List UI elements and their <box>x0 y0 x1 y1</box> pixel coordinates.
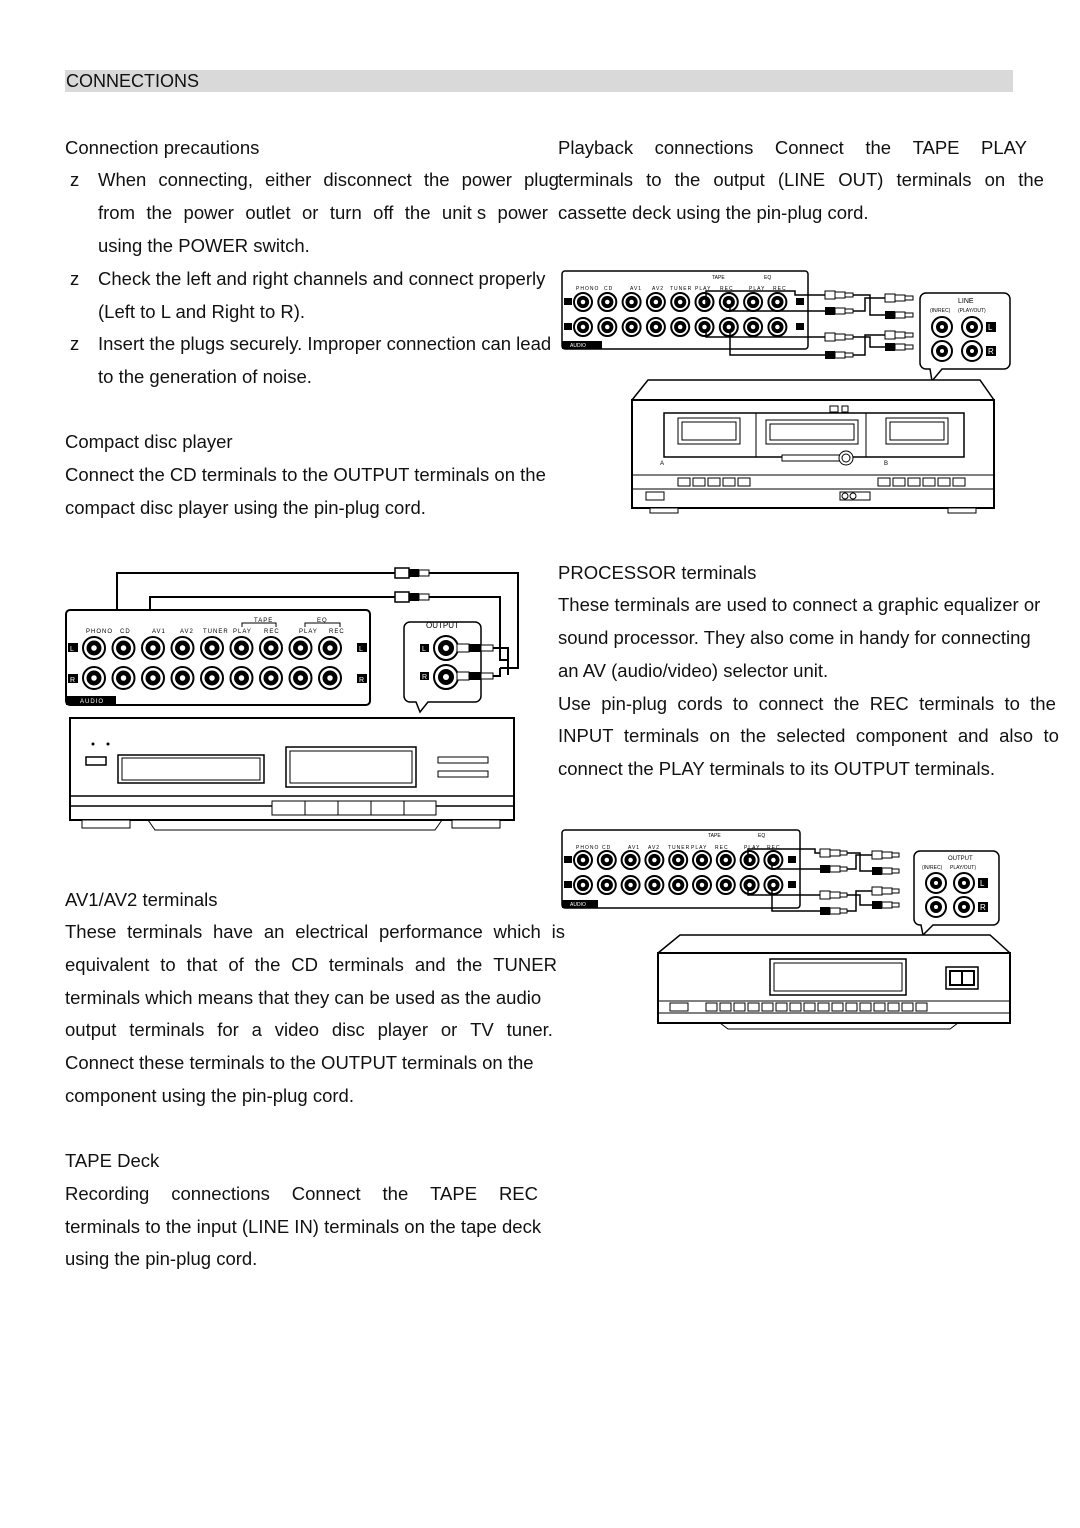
word: OUT) <box>838 169 884 190</box>
device-button <box>846 1003 857 1011</box>
av-line3: terminals which means that they can be used as the audio <box>65 987 542 1008</box>
eq-playout-label: PLAY/OUT) <box>950 865 977 871</box>
rca-jack <box>764 876 782 894</box>
word: performance <box>378 921 483 942</box>
word: disconnect <box>323 169 412 190</box>
rca-jack <box>623 293 641 311</box>
device-button <box>878 478 890 486</box>
word: the <box>740 725 767 746</box>
device-button <box>720 1003 731 1011</box>
cd-r-label: R <box>422 674 428 681</box>
word: REC <box>498 1183 538 1204</box>
section-title: CONNECTIONS <box>66 71 200 91</box>
panel-label: REC <box>720 286 734 292</box>
word: power <box>497 202 548 223</box>
word: turn <box>329 202 362 223</box>
word: connect <box>758 693 824 714</box>
processor-line5 <box>558 719 1059 752</box>
word: which <box>493 921 541 942</box>
panel-label: REC <box>773 286 787 292</box>
bullet1-line2 <box>98 196 548 229</box>
cable-plug <box>820 849 847 857</box>
output-jack <box>926 873 946 893</box>
rca-jack <box>319 667 341 689</box>
word: on <box>709 725 730 746</box>
panel-tape-label: TAPE <box>712 275 725 281</box>
tape-line-label: LINE <box>958 298 974 305</box>
rca-jack <box>671 318 689 336</box>
device-button <box>916 1003 927 1011</box>
panel-label: PHONO <box>576 286 600 292</box>
panel-l-label: L <box>359 646 363 653</box>
word: that <box>186 954 218 975</box>
rca-jack <box>142 637 164 659</box>
line-jack <box>932 317 952 337</box>
word: have <box>212 921 254 942</box>
playback-line1 <box>558 131 1027 164</box>
word: to <box>1004 693 1020 714</box>
device-button <box>953 478 965 486</box>
rca-jack <box>669 851 687 869</box>
word: CD <box>291 954 318 975</box>
rca-jack <box>645 851 663 869</box>
word: the <box>456 954 483 975</box>
panel-label: REC <box>264 629 280 635</box>
output-jack <box>954 873 974 893</box>
word: terminals <box>558 169 634 190</box>
panel-r-label: R <box>70 677 76 684</box>
panel-label: PLAY <box>695 286 712 292</box>
rca-jack <box>622 851 640 869</box>
panel-label: PLAY <box>299 629 318 635</box>
word: player <box>377 1019 428 1040</box>
panel-label: PLAY <box>691 845 708 851</box>
panel-label: PLAY <box>749 286 766 292</box>
output-jack <box>434 636 458 660</box>
tape-line1 <box>65 1177 538 1210</box>
cable-plug <box>820 907 847 915</box>
word: power <box>183 202 234 223</box>
device-button <box>706 1003 717 1011</box>
cable-plug <box>885 343 913 351</box>
word: connections <box>654 137 754 158</box>
word: also <box>999 725 1034 746</box>
word: the <box>1030 693 1056 714</box>
device-button <box>923 478 935 486</box>
word: disc <box>331 1019 365 1040</box>
av-line4 <box>65 1013 553 1046</box>
device-button <box>818 1003 829 1011</box>
device-button <box>748 1003 759 1011</box>
processor-line4 <box>558 687 1056 720</box>
device-button <box>893 478 905 486</box>
panel-label: PHONO <box>576 845 600 851</box>
bullet3-line1: Insert the plugs securely. Improper connection can lead <box>98 333 552 354</box>
cable-plug <box>872 867 899 875</box>
av-line1 <box>65 915 565 948</box>
panel-tape-label: TAPE <box>708 833 721 839</box>
word: the <box>404 202 431 223</box>
device-button <box>762 1003 773 1011</box>
word: INPUT <box>558 725 614 746</box>
word: tuner. <box>506 1019 553 1040</box>
rca-jack <box>231 637 253 659</box>
word: the <box>146 202 173 223</box>
rca-jack <box>744 293 762 311</box>
word: TUNER <box>493 954 557 975</box>
word: or <box>440 1019 458 1040</box>
rca-jack <box>720 293 738 311</box>
panel-label: CD <box>602 845 612 851</box>
cable-plug <box>872 887 899 895</box>
word: terminals <box>129 1019 205 1040</box>
rca-jack <box>574 293 592 311</box>
processor-line6: connect the PLAY terminals to its OUTPUT terminals. <box>558 758 995 779</box>
rca-jack <box>696 293 714 311</box>
word: outlet <box>245 202 291 223</box>
tape-l-label: L <box>988 323 993 332</box>
word: These <box>65 921 117 942</box>
precautions-title: Connection precautions <box>65 137 260 158</box>
rca-jack <box>113 667 135 689</box>
rca-jack <box>113 637 135 659</box>
word: an <box>263 921 285 942</box>
word: unit s <box>441 202 487 223</box>
cable-plug <box>825 333 853 341</box>
eq-inrec-label: (IN/REC) <box>922 865 943 871</box>
word: Recording <box>65 1183 150 1204</box>
panel-label: TUNER <box>203 629 229 635</box>
playback-line3: cassette deck using the pin-plug cord. <box>558 202 869 223</box>
panel-label: AV1 <box>628 845 641 851</box>
device-button <box>902 1003 913 1011</box>
rca-jack <box>622 876 640 894</box>
word: cords <box>677 693 723 714</box>
word: electrical <box>295 921 369 942</box>
device-button <box>860 1003 871 1011</box>
word: TV <box>470 1019 494 1040</box>
line-jack <box>962 341 982 361</box>
device-button <box>804 1003 815 1011</box>
word: to <box>160 954 176 975</box>
word: output <box>65 1019 117 1040</box>
rca-jack <box>720 318 738 336</box>
word: for <box>217 1019 239 1040</box>
line-jack <box>962 317 982 337</box>
rca-jack <box>693 851 711 869</box>
rca-jack <box>172 667 194 689</box>
processor-title: PROCESSOR terminals <box>558 562 757 583</box>
rca-jack <box>741 851 759 869</box>
device-button <box>678 478 690 486</box>
processor-line2: sound processor. They also come in handy for connecting <box>558 627 1031 648</box>
word: the <box>674 169 701 190</box>
rca-jack <box>623 318 641 336</box>
cable-plug <box>885 331 913 339</box>
cd-line2: compact disc player using the pin-plug cord. <box>65 497 426 518</box>
word: (LINE <box>777 169 826 190</box>
tape-line3: using the pin-plug cord. <box>65 1248 258 1269</box>
word: equivalent <box>65 954 150 975</box>
panel-label: CD <box>120 629 131 635</box>
section-header <box>65 70 1013 92</box>
word: the <box>865 137 892 158</box>
cable-plug <box>395 568 438 578</box>
rca-jack <box>598 318 616 336</box>
device-button <box>832 1003 843 1011</box>
rca-jack <box>319 637 341 659</box>
deck-a-label: A <box>660 461 665 467</box>
panel-label: AV2 <box>180 629 194 635</box>
rca-jack <box>574 318 592 336</box>
rca-jack <box>696 318 714 336</box>
word: output <box>713 169 765 190</box>
rca-jack <box>693 876 711 894</box>
bullet2-line2: (Left to L and Right to R). <box>98 301 306 322</box>
cable-plug <box>872 901 899 909</box>
word: the <box>1018 169 1044 190</box>
tape-title: TAPE Deck <box>65 1150 160 1171</box>
device-button <box>938 478 950 486</box>
rca-jack <box>768 318 786 336</box>
word: to <box>646 169 662 190</box>
tape-playout-label: (PLAY/OUT) <box>958 308 986 314</box>
word: Use <box>558 693 591 714</box>
rca-jack <box>744 318 762 336</box>
word: PLAY <box>981 137 1027 158</box>
panel-eq-label: EQ <box>317 618 328 624</box>
cable-plug <box>825 307 853 315</box>
panel-label: PLAY <box>744 845 761 851</box>
rca-jack <box>598 851 616 869</box>
device-button <box>888 1003 899 1011</box>
av-title: AV1/AV2 terminals <box>65 889 218 910</box>
panel-l-label: L <box>70 646 74 653</box>
word: Connect <box>291 1183 361 1204</box>
rca-jack <box>647 318 665 336</box>
tape-r-label: R <box>988 347 994 356</box>
cd-l-label: L <box>422 646 426 653</box>
cable-plug <box>885 294 913 302</box>
cable-plug <box>872 851 899 859</box>
word: connecting, <box>158 169 253 190</box>
word: off <box>373 202 394 223</box>
av-line5: Connect these terminals to the OUTPUT terminals on the <box>65 1052 534 1073</box>
word: pin-plug <box>601 693 668 714</box>
word: from <box>98 202 135 223</box>
word: terminals <box>623 725 699 746</box>
rca-jack <box>172 637 194 659</box>
panel-tape-label: TAPE <box>254 618 274 624</box>
av-line6: component using the pin-plug cord. <box>65 1085 354 1106</box>
rca-jack <box>83 667 105 689</box>
processor-connection-diagram <box>560 825 1020 1035</box>
output-jack <box>926 897 946 917</box>
line-jack <box>932 341 952 361</box>
word: Connect <box>774 137 844 158</box>
rca-jack <box>741 876 759 894</box>
panel-eq-label: EQ <box>758 833 766 839</box>
cable-plug <box>825 351 853 359</box>
word: and <box>414 954 446 975</box>
word: and <box>957 725 989 746</box>
playback-line2 <box>558 163 1044 196</box>
panel-label: AV1 <box>152 629 166 635</box>
rca-jack <box>260 667 282 689</box>
rca-jack <box>574 876 592 894</box>
panel-audio-label: AUDIO <box>80 699 105 705</box>
cd-connection-diagram <box>60 560 530 840</box>
rca-jack <box>764 851 782 869</box>
word: to <box>1043 725 1059 746</box>
device-button <box>874 1003 885 1011</box>
rca-jack <box>142 667 164 689</box>
rca-jack <box>83 637 105 659</box>
word: plug <box>523 169 559 190</box>
tape-inrec-label: (IN/REC) <box>930 308 951 314</box>
rca-jack <box>598 293 616 311</box>
panel-label: PLAY <box>233 629 252 635</box>
word: either <box>265 169 312 190</box>
device-button <box>734 1003 745 1011</box>
cable-plug <box>395 592 438 602</box>
rca-jack <box>717 876 735 894</box>
word: connections <box>171 1183 270 1204</box>
word: the <box>833 693 860 714</box>
word: of <box>228 954 244 975</box>
bullet2-line1: Check the left and right channels and connect properly <box>98 268 546 289</box>
panel-audio-label: AUDIO <box>570 343 586 349</box>
word: the <box>254 954 281 975</box>
cable-plug <box>825 291 853 299</box>
panel-label: PHONO <box>86 629 114 635</box>
panel-label: TUNER <box>670 286 693 292</box>
panel-label: AV1 <box>630 286 643 292</box>
panel-label: AV2 <box>648 845 661 851</box>
cd-title: Compact disc player <box>65 431 233 452</box>
word: Playback <box>558 137 634 158</box>
bullet-glyph: z <box>70 333 80 354</box>
word: REC <box>869 693 909 714</box>
device-button <box>738 478 750 486</box>
processor-line1: These terminals are used to connect a graphic equalizer or <box>558 594 1041 615</box>
bullet-glyph: z <box>70 169 80 190</box>
panel-label: TUNER <box>668 845 691 851</box>
word: selected <box>776 725 846 746</box>
panel-r-label: R <box>359 677 365 684</box>
word: is <box>551 921 565 942</box>
processor-line3: an AV (audio/video) selector unit. <box>558 660 829 681</box>
rca-jack <box>260 637 282 659</box>
panel-audio-label: AUDIO <box>570 902 586 908</box>
deck-b-label: B <box>884 461 889 467</box>
word: a <box>251 1019 262 1040</box>
rca-jack <box>201 637 223 659</box>
cd-line1: Connect the CD terminals to the OUTPUT terminals on the <box>65 464 546 485</box>
rca-jack <box>201 667 223 689</box>
eq-output-label: OUTPUT <box>948 856 973 862</box>
panel-label: REC <box>329 629 345 635</box>
cable-plug <box>885 311 913 319</box>
word: component <box>855 725 948 746</box>
word: the <box>423 169 450 190</box>
panel-label: REC <box>715 845 729 851</box>
word: to <box>732 693 749 714</box>
eq-r-label: R <box>980 903 986 912</box>
bullet1-line1 <box>98 163 559 196</box>
eq-l-label: L <box>980 879 985 888</box>
panel-label: AV2 <box>652 286 665 292</box>
cable-plug <box>820 865 847 873</box>
word: When <box>98 169 147 190</box>
rca-jack <box>231 667 253 689</box>
device-button <box>790 1003 801 1011</box>
bullet1-line3: using the POWER switch. <box>98 235 310 256</box>
panel-eq-label: EQ <box>764 275 772 281</box>
rca-jack <box>768 293 786 311</box>
word: terminals <box>896 169 972 190</box>
word: terminals <box>919 693 995 714</box>
device-button <box>693 478 705 486</box>
rca-jack <box>645 876 663 894</box>
tape-line2: terminals to the input (LINE IN) terminals on the tape deck <box>65 1216 542 1237</box>
device-button <box>708 478 720 486</box>
output-jack <box>954 897 974 917</box>
panel-label: REC <box>767 845 781 851</box>
word: or <box>302 202 319 223</box>
device-button <box>723 478 735 486</box>
rca-jack <box>574 851 592 869</box>
bullet3-line2: to the generation of noise. <box>98 366 312 387</box>
output-jack <box>434 665 458 689</box>
rca-jack <box>647 293 665 311</box>
rca-jack <box>717 851 735 869</box>
word: the <box>382 1183 409 1204</box>
word: on <box>984 169 1006 190</box>
cd-output-label: OUTPUT <box>426 621 459 630</box>
rca-jack <box>290 667 312 689</box>
cable-plug <box>820 891 847 899</box>
word: video <box>274 1019 319 1040</box>
word: terminals <box>328 954 404 975</box>
rca-jack <box>669 876 687 894</box>
device-button <box>908 478 920 486</box>
word: power <box>461 169 512 190</box>
rca-jack <box>290 637 312 659</box>
bullet-glyph: z <box>70 268 80 289</box>
rca-jack <box>671 293 689 311</box>
device-button <box>776 1003 787 1011</box>
tape-deck-connection-diagram <box>560 265 1020 520</box>
word: TAPE <box>430 1183 478 1204</box>
panel-label: CD <box>604 286 614 292</box>
word: TAPE <box>912 137 960 158</box>
word: terminals <box>127 921 203 942</box>
rca-jack <box>598 876 616 894</box>
av-line2 <box>65 948 557 981</box>
